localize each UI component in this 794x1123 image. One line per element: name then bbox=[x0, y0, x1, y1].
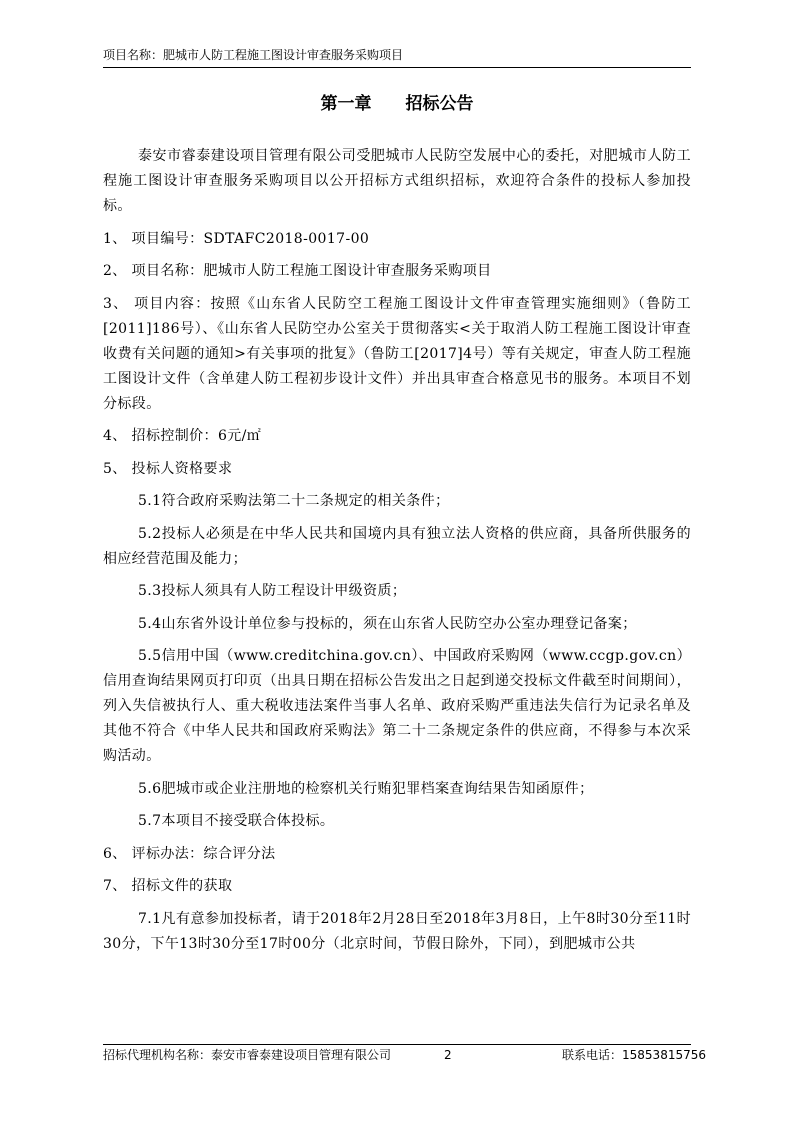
item-project-name: 2、 项目名称：肥城市人防工程施工图设计审查服务采购项目 bbox=[103, 263, 492, 279]
page-number: 2 bbox=[444, 1048, 452, 1062]
footer-divider bbox=[103, 1044, 691, 1045]
announcement-body bbox=[103, 144, 691, 964]
footer-agency-name: 泰安市睿泰建设项目管理有限公司 bbox=[211, 1048, 392, 1062]
item-document-acquisition: 7、 招标文件的获取 bbox=[103, 878, 233, 894]
item-project-content: 3、 项目内容：按照《山东省人民防空工程施工图设计文件审查管理实施细则》（鲁防工[2011]186号）、《山东省人民防空办公室关于贯彻落实<关于取消人防工程施工图设计审查收费有关问题的通知>有关事项的批复》（鲁防工[2017]4号）等有关规定，审查人防工程施工图设计文件（含单建人防工程初步设计文件）并出具审查合格意见书的服务。本项目不划分标段。 bbox=[103, 295, 691, 412]
footer-agency bbox=[103, 1047, 391, 1063]
intro-paragraph: 泰安市睿泰建设项目管理有限公司受肥城市人民防空发展中心的委托，对肥城市人防工程施工图设计审查服务采购项目以公开招标方式组织招标，欢迎符合条件的投标人参加投标。 bbox=[103, 148, 691, 214]
item-evaluation-method: 6、 评标办法：综合评分法 bbox=[103, 845, 276, 862]
qualification-5-6: 5.6肥城市或企业注册地的检察机关行贿犯罪档案查询结果告知函原件； bbox=[138, 780, 594, 797]
qualification-5-4: 5.4山东省外设计单位参与投标的，须在山东省人民防空办公室办理登记备案； bbox=[138, 615, 637, 632]
qualification-5-1: 5.1符合政府采购法第二十二条规定的相关条件； bbox=[138, 493, 450, 509]
header-divider bbox=[103, 67, 691, 68]
chapter-title: 第一章 招标公告 bbox=[320, 94, 474, 114]
footer-phone-label: 联系电话： bbox=[562, 1048, 623, 1062]
page-header bbox=[103, 47, 690, 63]
footer-contact bbox=[562, 1047, 706, 1063]
footer-agency-label: 招标代理机构名称： bbox=[103, 1048, 212, 1062]
item-control-price: 4、 招标控制价：6元/㎡ bbox=[103, 428, 262, 444]
item-project-number: 1、 项目编号：SDTAFC2018-0017-00 bbox=[103, 230, 370, 247]
qualification-5-3: 5.3投标人须具有人防工程设计甲级资质； bbox=[138, 583, 407, 599]
qualification-5-7: 5.7本项目不接受联合体投标。 bbox=[138, 813, 335, 829]
footer-phone: 15853815756 bbox=[622, 1048, 706, 1062]
acquisition-7-1: 7.1凡有意参加投标者，请于2018年2月28日至2018年3月8日，上午8时30分至11时30分，下午13时30分至17时00分（北京时间，节假日除外，下同），到肥城市公共 bbox=[103, 910, 691, 952]
qualification-5-2: 5.2投标人必须是在中华人民共和国境内具有独立法人资格的供应商，具备所供服务的相应经营范围及能力； bbox=[103, 525, 691, 567]
qualification-5-5: 5.5信用中国（www.creditchina.gov.cn）、中国政府采购网（www.ccgp.gov.cn）信用查询结果网页打印页（出具日期在招标公告发出之日起到递交投标文件截至时间期间），列入失信被执行人、重大税收违法案件当事人名单、政府采购严重违法失信行为记录名单及其他不符合《中华人民共和国政府采购法》第二十二条规定条件的供应商，不得参与本次采购活动。 bbox=[103, 648, 691, 764]
header-project-name: 项目名称：肥城市人防工程施工图设计审查服务采购项目 bbox=[103, 48, 404, 62]
item-qualification-heading: 5、 投标人资格要求 bbox=[103, 460, 233, 477]
